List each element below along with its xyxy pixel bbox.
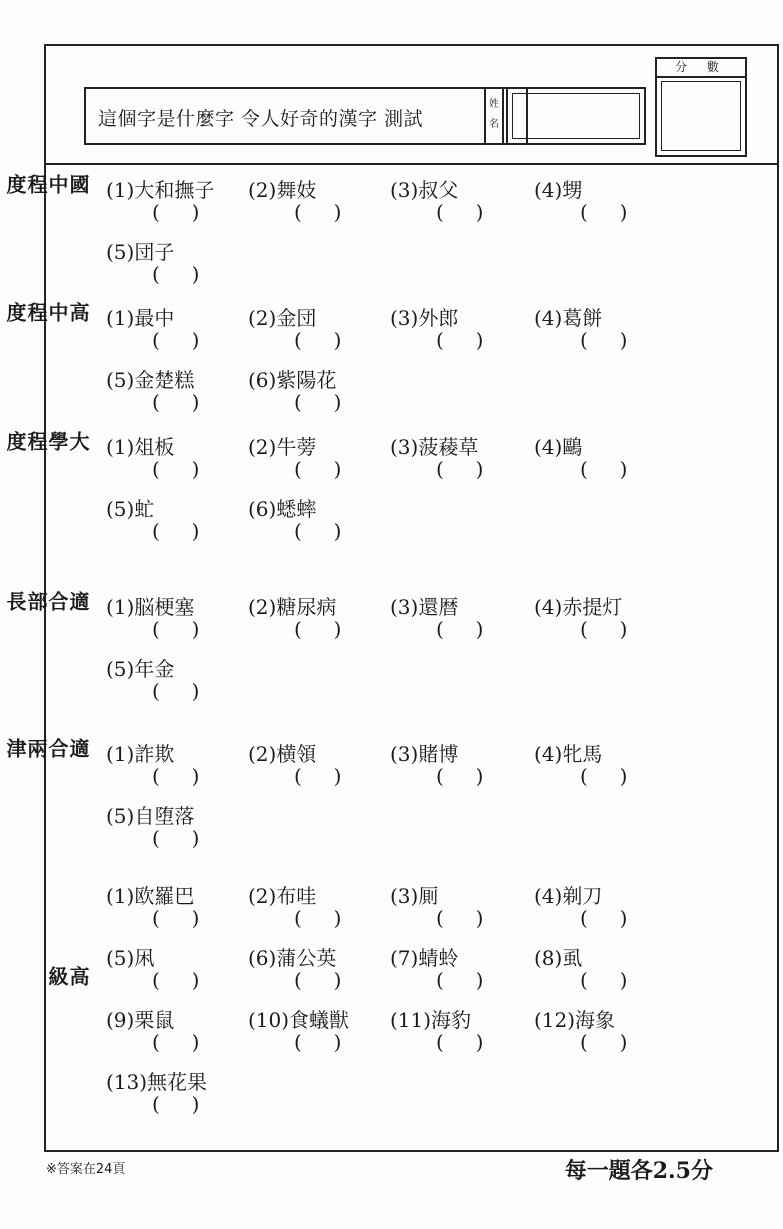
answer-blank[interactable]: ( ) (152, 764, 200, 788)
answer-blank[interactable]: ( ) (152, 617, 200, 641)
question-word: (3)還暦 (390, 595, 459, 619)
question-word: (1)脳梗塞 (106, 595, 195, 619)
quiz-item (106, 236, 256, 292)
name-field[interactable] (506, 87, 646, 145)
answer-blank[interactable]: ( ) (294, 906, 342, 930)
answer-blank[interactable]: ( ) (152, 679, 200, 703)
answer-blank[interactable]: ( ) (436, 457, 484, 481)
question-word: (1)最中 (106, 306, 175, 330)
answer-blank[interactable]: ( ) (152, 200, 200, 224)
quiz-item (106, 591, 256, 647)
question-word: (1)大和撫子 (106, 178, 215, 202)
answer-blank[interactable]: ( ) (152, 328, 200, 352)
section-label: 適合部長 (3, 591, 90, 611)
question-word: (5)虻 (106, 497, 155, 521)
answer-blank[interactable]: ( ) (436, 328, 484, 352)
answer-blank[interactable]: ( ) (436, 617, 484, 641)
question-word: (1)欧羅巴 (106, 884, 195, 908)
answer-blank[interactable]: ( ) (152, 519, 200, 543)
question-word: (4)牝馬 (534, 742, 603, 766)
question-word: (3)叔父 (390, 178, 459, 202)
question-word: (2)糖尿病 (248, 595, 337, 619)
question-word: (1)詐欺 (106, 742, 175, 766)
quiz-item (390, 942, 540, 998)
question-word: (5)金楚糕 (106, 368, 195, 392)
question-word: (3)賭博 (390, 742, 459, 766)
question-word: (2)金団 (248, 306, 317, 330)
question-word: (4)甥 (534, 178, 583, 202)
question-word: (4)鷗 (534, 435, 583, 459)
score-box (655, 57, 747, 157)
quiz-item (390, 1004, 540, 1060)
answer-blank[interactable]: ( ) (436, 1030, 484, 1054)
score-label: 分 數 (657, 59, 745, 78)
answer-blank[interactable]: ( ) (436, 200, 484, 224)
answer-blank[interactable]: ( ) (580, 328, 628, 352)
question-word: (2)牛蒡 (248, 435, 317, 459)
quiz-item (248, 493, 398, 549)
quiz-item (534, 591, 684, 647)
answer-page-note: ※答案在24頁 (46, 1162, 126, 1177)
answer-blank[interactable]: ( ) (294, 200, 342, 224)
question-word: (6)蒲公英 (248, 946, 337, 970)
quiz-item (390, 302, 540, 358)
score-field[interactable] (661, 81, 741, 151)
question-word: (2)横領 (248, 742, 317, 766)
answer-blank[interactable]: ( ) (294, 617, 342, 641)
answer-blank[interactable]: ( ) (580, 1030, 628, 1054)
answer-blank[interactable]: ( ) (436, 906, 484, 930)
quiz-item (390, 738, 540, 794)
answer-blank[interactable]: ( ) (294, 1030, 342, 1054)
question-word: (11)海豹 (390, 1008, 472, 1032)
question-word: (4)剃刀 (534, 884, 603, 908)
section-label: 高級 (45, 966, 90, 986)
question-word: (4)葛餅 (534, 306, 603, 330)
question-word: (3)厠 (390, 884, 439, 908)
answer-blank[interactable]: ( ) (152, 1092, 200, 1116)
points-note: 每一題各2.5分 (564, 1158, 713, 1184)
answer-blank[interactable]: ( ) (294, 968, 342, 992)
answer-blank[interactable]: ( ) (294, 390, 342, 414)
answer-blank[interactable]: ( ) (580, 457, 628, 481)
quiz-item (534, 174, 684, 230)
question-word: (5)自堕落 (106, 804, 195, 828)
quiz-item (534, 302, 684, 358)
answer-blank[interactable]: ( ) (152, 390, 200, 414)
quiz-item (534, 880, 684, 936)
question-word: (5)団子 (106, 240, 175, 264)
question-word: (8)虱 (534, 946, 583, 970)
quiz-item (390, 174, 540, 230)
section-label: 國中程度 (3, 174, 90, 194)
answer-blank[interactable]: ( ) (294, 764, 342, 788)
question-word: (2)舞妓 (248, 178, 317, 202)
header-divider (46, 163, 777, 165)
answer-blank[interactable]: ( ) (152, 457, 200, 481)
question-word: (6)紫陽花 (248, 368, 337, 392)
quiz-item (106, 1004, 256, 1060)
answer-blank[interactable]: ( ) (580, 617, 628, 641)
quiz-item (534, 1004, 684, 1060)
quiz-item (390, 880, 540, 936)
answer-blank[interactable]: ( ) (152, 906, 200, 930)
answer-blank[interactable]: ( ) (294, 328, 342, 352)
answer-blank[interactable]: ( ) (580, 764, 628, 788)
quiz-item (106, 800, 256, 856)
question-word: (5)凩 (106, 946, 155, 970)
question-word: (4)赤提灯 (534, 595, 623, 619)
question-word: (9)栗鼠 (106, 1008, 175, 1032)
section-label: 大學程度 (3, 431, 90, 451)
question-word: (1)俎板 (106, 435, 175, 459)
quiz-item (106, 174, 256, 230)
section-label: 高中程度 (3, 302, 90, 322)
answer-blank[interactable]: ( ) (580, 906, 628, 930)
answer-blank[interactable]: ( ) (152, 826, 200, 850)
question-word: (12)海象 (534, 1008, 616, 1032)
quiz-item (534, 431, 684, 487)
answer-blank[interactable]: ( ) (580, 200, 628, 224)
question-word: (13)無花果 (106, 1070, 208, 1094)
quiz-item (106, 302, 256, 358)
section-label: 適合兩津 (3, 738, 90, 758)
question-word: (2)布哇 (248, 884, 317, 908)
quiz-item (106, 364, 256, 420)
answer-blank[interactable]: ( ) (152, 262, 200, 286)
answer-blank[interactable]: ( ) (436, 764, 484, 788)
quiz-item (106, 493, 256, 549)
answer-blank[interactable]: ( ) (152, 1030, 200, 1054)
question-word: (5)年金 (106, 657, 175, 681)
question-word: (10)食蟻獣 (248, 1008, 350, 1032)
quiz-item (534, 942, 684, 998)
quiz-item (390, 591, 540, 647)
title-box (84, 87, 528, 145)
quiz-item (248, 364, 398, 420)
answer-blank[interactable]: ( ) (294, 457, 342, 481)
question-word: (7)蜻蛉 (390, 946, 459, 970)
quiz-item (106, 738, 256, 794)
quiz-item (106, 1066, 256, 1122)
question-word: (3)外郎 (390, 306, 459, 330)
answer-blank[interactable]: ( ) (294, 519, 342, 543)
quiz-item (248, 880, 398, 936)
page-title: 這個字是什麼字 令人好奇的漢字 測試 (98, 108, 424, 130)
quiz-item (248, 738, 398, 794)
quiz-item (534, 738, 684, 794)
quiz-item (248, 174, 398, 230)
quiz-item (106, 653, 256, 709)
question-word: (6)蟋蟀 (248, 497, 317, 521)
quiz-item (106, 942, 256, 998)
answer-blank[interactable]: ( ) (580, 968, 628, 992)
quiz-item (106, 880, 256, 936)
quiz-item (248, 431, 398, 487)
quiz-item (106, 431, 256, 487)
answer-blank[interactable]: ( ) (152, 968, 200, 992)
quiz-item (248, 591, 398, 647)
question-word: (3)菠薐草 (390, 435, 479, 459)
name-label: 姓 名 (484, 87, 504, 145)
quiz-item (390, 431, 540, 487)
quiz-item (248, 942, 398, 998)
quiz-item (248, 302, 398, 358)
quiz-item (248, 1004, 398, 1060)
answer-blank[interactable]: ( ) (436, 968, 484, 992)
